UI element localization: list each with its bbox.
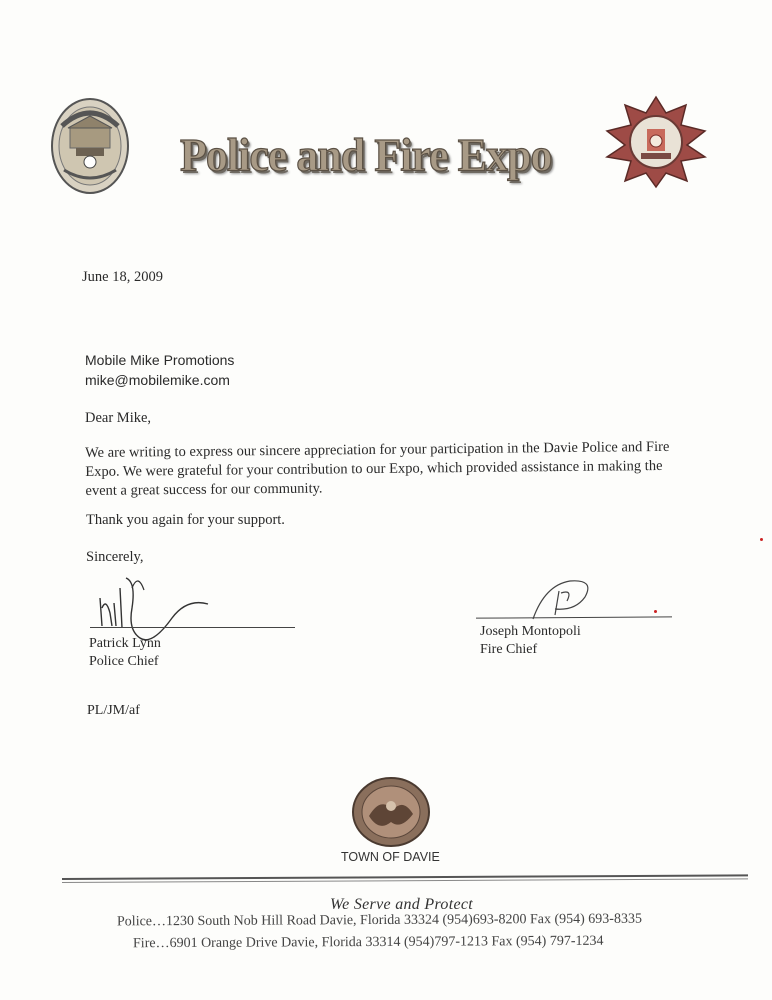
paragraph-line: event a great success for our community. [85,480,323,499]
police-chief-name: Patrick Lynn [89,636,161,651]
fire-chief-name: Joseph Montopoli [480,624,581,639]
thanks-line: Thank you again for your support. [86,512,285,528]
motto: We Serve and Protect [330,896,473,913]
police-chief-title: Police Chief [89,654,159,669]
town-name: TOWN OF DAVIE [341,850,440,864]
paragraph-line: We are writing to express our sincere appreciation for your participation in the Davie Police and Fire [85,438,670,461]
signature-line-left [90,627,295,628]
fire-address-line: Fire…6901 Orange Drive Davie, Florida 33314 (954)797-1213 Fax (954) 797-1234 [132,933,604,952]
scan-speck [760,538,763,541]
town-seal-icon [351,776,431,848]
fire-rescue-emblem-icon [603,95,709,189]
police-address-line: Police…1230 South Nob Hill Road Davie, Florida 33324 (954)693-8200 Fax (954) 693-8335 [116,911,642,930]
paragraph-line: Expo. We were grateful for your contribution to our Expo, which provided assistance in making the [85,457,663,480]
letter-paragraph [85,437,726,501]
letterhead-title: Police and Fire Expo [180,129,552,182]
fire-chief-title: Fire Chief [480,642,538,657]
police-badge-icon [50,96,130,196]
closing: Sincerely, [86,549,144,565]
recipient-email: mike@mobilemike.com [85,372,230,388]
recipient-name: Mobile Mike Promotions [85,352,235,368]
fire-chief-block [480,623,581,659]
scan-speck [654,610,657,613]
letter-date: June 18, 2009 [82,269,163,285]
police-chief-block [89,635,161,671]
salutation: Dear Mike, [85,410,152,426]
reference-initials: PL/JM/af [87,703,140,718]
